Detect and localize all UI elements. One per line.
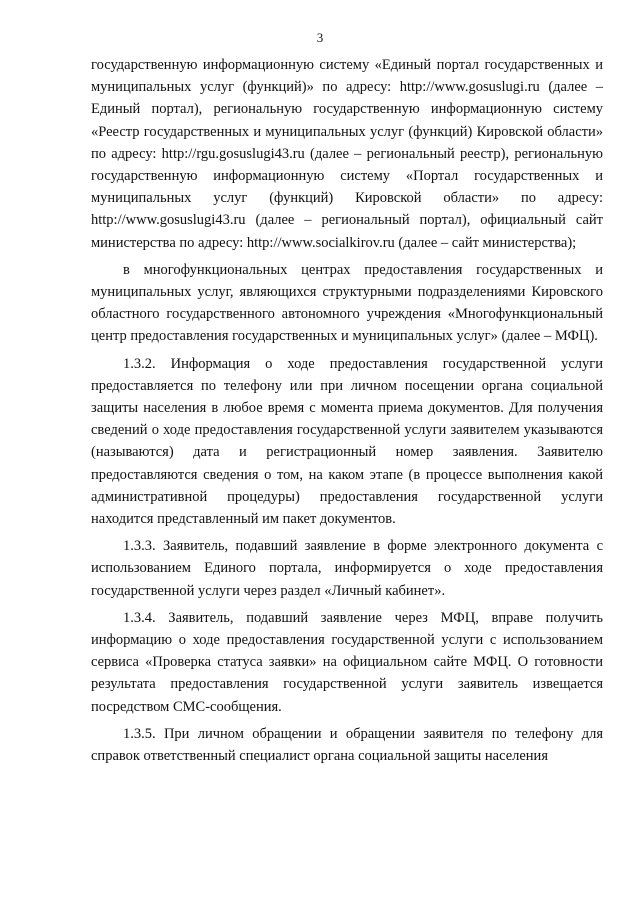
paragraph-mfc: в многофункциональных центрах предоставления государственных и муниципальных услуг, являющихся структурными подразделениями Кировского областного государственного автономного учреждения «Многофункциональный центр предоставления государственных и муниципальных услуг» (далее – МФЦ).	[91, 261, 603, 345]
paragraph-portals: государственную информационную систему «Единый портал государственных и муниципальных услуг (функций)» по адресу: http://www.gosuslugi.ru (далее – Единый портал), региональную государственную информационную систему «Реестр государственных и муниципальных услуг (функций) Кировской области» по адресу: http://rgu.gosuslugi43.ru (далее – региональный реестр), региональную государственную информационную систему «Портал государственных и муниципальных услуг (функций) Кировской области» по адресу: http://www.gosuslugi43.ru (далее – региональный портал), официальный сайт министерства по адресу: http://www.socialkirov.ru (далее – сайт министерства);	[91, 57, 603, 251]
document-body	[91, 54, 603, 767]
page-number: 3	[316, 30, 324, 45]
paragraph-1-3-4: 1.3.4. Заявитель, подавший заявление через МФЦ, вправе получить информацию о ходе предоставления государственной услуги с использованием сервиса «Проверка статуса заявки» на официальном сайте МФЦ. О готовности результата предоставления государственной услуги заявитель извещается посредством СМС-сообщения.	[91, 609, 603, 715]
paragraph-1-3-5: 1.3.5. При личном обращении и обращении заявителя по телефону для справок ответственный специалист органа социальной защиты населения	[91, 725, 603, 765]
paragraph-1-3-2: 1.3.2. Информация о ходе предоставления государственной услуги предоставляется по телефону или при личном посещении органа социальной защиты населения в любое время с момента приема документов. Для получения сведений о ходе предоставления государственной услуги заявителем указываются (называются) дата и регистрационный номер заявления. Заявителю предоставляются сведения о том, на каком этапе (в процессе выполнения какой административной процедуры) предоставления государственной услуги находится представленный им пакет документов.	[91, 355, 603, 528]
paragraph-1-3-3: 1.3.3. Заявитель, подавший заявление в форме электронного документа с использованием Единого портала, информируется о ходе предоставления государственной услуги через раздел «Личный кабинет».	[91, 538, 603, 599]
